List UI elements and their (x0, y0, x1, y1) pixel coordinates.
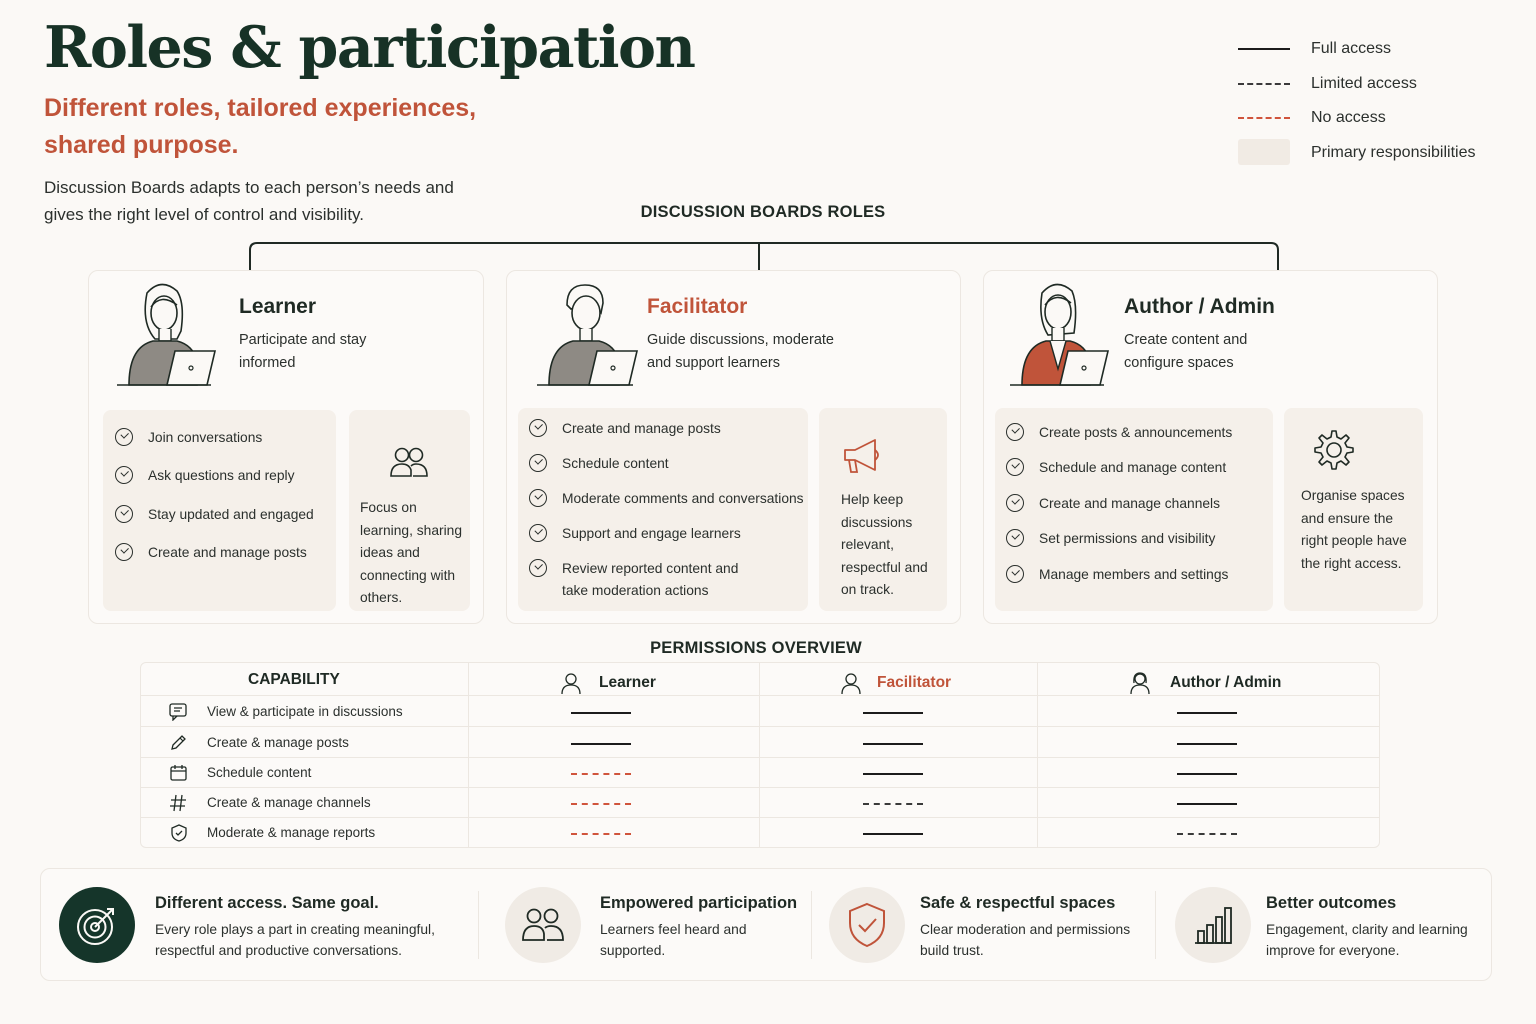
access-mark (863, 803, 923, 805)
column-header-label: Learner (599, 674, 656, 691)
footer-item (41, 869, 481, 980)
people-icon (521, 906, 565, 944)
check-icon (529, 454, 547, 472)
footer-text: Clear moderation and permissions build trust. (920, 922, 1131, 958)
footer-text: Learners feel heard and supported. (600, 922, 747, 958)
role-title: Author / Admin (1124, 295, 1275, 318)
column-header-learner (559, 671, 656, 695)
task-item (115, 427, 262, 449)
pencil-icon (169, 734, 189, 752)
role-description: Guide discussions, moderate and support learners (647, 332, 834, 371)
task-item (1006, 493, 1220, 515)
task-item (529, 558, 749, 602)
footer-text: Every role plays a part in creating meaningful, respectful and productive conversations. (155, 922, 435, 958)
calendar-icon (169, 764, 189, 782)
hash-icon (169, 794, 189, 812)
table-row (141, 818, 1379, 848)
check-icon (115, 466, 133, 484)
task-item (115, 504, 314, 526)
check-icon (1006, 529, 1024, 547)
role-description: Participate and stay informed (239, 332, 367, 371)
access-mark (571, 743, 631, 745)
column-header-author-admin (1128, 671, 1281, 695)
task-item (115, 465, 294, 487)
author-admin-small-avatar-icon (1128, 671, 1152, 695)
people-icon (389, 446, 429, 480)
role-card-learner (88, 270, 484, 624)
access-mark (571, 833, 631, 835)
access-mark (571, 803, 631, 805)
task-label: Join conversations (148, 430, 263, 445)
capability-label: Schedule content (207, 765, 312, 780)
org-connector (0, 0, 1536, 280)
footer-icon-circle (505, 887, 581, 963)
capability-label: Create & manage channels (207, 795, 371, 810)
footer-title: Better outcomes (1266, 894, 1397, 912)
role-card-author-admin (983, 270, 1438, 624)
task-label: Review reported content and take moderation actions (562, 561, 739, 598)
target-icon (73, 901, 121, 949)
bar-chart-icon (1191, 903, 1235, 947)
task-item (529, 523, 741, 545)
task-label: Create and manage posts (562, 421, 721, 436)
task-item (1006, 422, 1232, 444)
task-label: Moderate comments and conversations (562, 491, 804, 506)
check-icon (1006, 458, 1024, 476)
column-header-facilitator (839, 671, 951, 695)
focus-text: Organise spaces and ensure the right people have the right access. (1301, 488, 1407, 571)
megaphone-icon (841, 436, 885, 476)
footer-icon-circle (829, 887, 905, 963)
access-mark (863, 743, 923, 745)
table-row (141, 727, 1379, 758)
access-mark (1177, 833, 1237, 835)
responsibilities-panel (995, 408, 1273, 611)
table-row (141, 758, 1379, 788)
responsibilities-panel (518, 408, 808, 611)
role-title: Learner (239, 295, 317, 318)
intro-text: Discussion Boards adapts to each person’s needs and gives the right level of control and visibility. (44, 178, 454, 224)
footer-icon-circle (59, 887, 135, 963)
access-mark (571, 773, 631, 775)
access-mark (1177, 803, 1237, 805)
access-mark (571, 712, 631, 714)
role-title: Facilitator (647, 295, 748, 318)
footer-text: Engagement, clarity and learning improve for everyone. (1266, 922, 1468, 958)
learner-avatar-icon (111, 279, 221, 389)
focus-panel (1284, 408, 1423, 611)
table-row (141, 788, 1379, 818)
task-label: Schedule content (562, 456, 669, 471)
footer-item (481, 869, 811, 980)
task-item (1006, 564, 1228, 586)
footer-title: Safe & respectful spaces (920, 894, 1116, 912)
gear-icon (1310, 428, 1354, 472)
permissions-table (140, 662, 1380, 848)
table-header-row (141, 663, 1379, 696)
access-mark (1177, 743, 1237, 745)
role-description: Create content and configure spaces (1124, 332, 1248, 371)
check-icon (529, 419, 547, 437)
column-header-label: Author / Admin (1170, 674, 1282, 691)
task-item (115, 542, 307, 564)
check-icon (115, 505, 133, 523)
legend-label: Full access (1311, 40, 1392, 58)
task-label: Ask questions and reply (148, 468, 295, 483)
task-label: Create posts & announcements (1039, 425, 1233, 440)
footer-item (1157, 869, 1491, 980)
page-subtitle: Different roles, tailored experiences, shared purpose. (44, 94, 477, 159)
footer-title: Empowered participation (600, 894, 798, 912)
roles-heading: DISCUSSION BOARDS ROLES (640, 203, 886, 221)
access-mark (1177, 773, 1237, 775)
task-label: Create and manage posts (148, 545, 307, 560)
task-item (1006, 528, 1215, 550)
check-icon (529, 489, 547, 507)
access-mark (863, 833, 923, 835)
focus-text: Focus on learning, sharing ideas and connecting with others. (360, 500, 463, 605)
facilitator-small-avatar-icon (839, 671, 863, 695)
role-card-facilitator (506, 270, 961, 624)
focus-panel (349, 410, 470, 611)
task-label: Create and manage channels (1039, 496, 1221, 511)
capability-label: Create & manage posts (207, 735, 349, 750)
legend-label: No access (1311, 109, 1386, 127)
capability-label: Moderate & manage reports (207, 825, 376, 840)
capability-header: CAPABILITY (248, 671, 340, 688)
task-item (529, 453, 669, 475)
task-item (1006, 457, 1226, 479)
legend-label: Limited access (1311, 74, 1417, 92)
learner-small-avatar-icon (559, 671, 583, 695)
focus-panel (819, 408, 947, 611)
check-icon (1006, 494, 1024, 512)
task-label: Stay updated and engaged (148, 507, 314, 522)
task-label: Schedule and manage content (1039, 460, 1227, 475)
task-label: Support and engage learners (562, 526, 741, 541)
facilitator-avatar-icon (531, 279, 641, 389)
access-mark (1177, 712, 1237, 714)
shield-icon (169, 824, 189, 842)
capability-label: View & participate in discussions (207, 704, 403, 719)
check-icon (1006, 423, 1024, 441)
focus-text: Help keep discussions relevant, respectful and on track. (841, 492, 928, 597)
shield-check-icon (845, 901, 889, 949)
check-icon (115, 543, 133, 561)
footer-item (813, 869, 1153, 980)
check-icon (1006, 565, 1024, 583)
task-label: Set permissions and visibility (1039, 531, 1216, 546)
check-icon (115, 428, 133, 446)
permissions-heading: PERMISSIONS OVERVIEW (650, 639, 862, 657)
task-item (529, 418, 721, 440)
task-label: Manage members and settings (1039, 567, 1229, 582)
footer-icon-circle (1175, 887, 1251, 963)
task-item (529, 488, 804, 510)
page-title: Roles & participation (44, 14, 695, 81)
responsibilities-panel (103, 410, 336, 611)
author-admin-avatar-icon (1004, 279, 1114, 389)
table-row (141, 696, 1379, 727)
check-icon (529, 524, 547, 542)
legend-label: Primary responsibilities (1311, 143, 1476, 161)
chat-icon (169, 703, 189, 721)
column-header-label: Facilitator (877, 674, 952, 691)
access-mark (863, 712, 923, 714)
access-mark (863, 773, 923, 775)
check-icon (529, 559, 547, 577)
footer-title: Different access. Same goal. (155, 894, 379, 912)
footer-summary (40, 868, 1492, 981)
